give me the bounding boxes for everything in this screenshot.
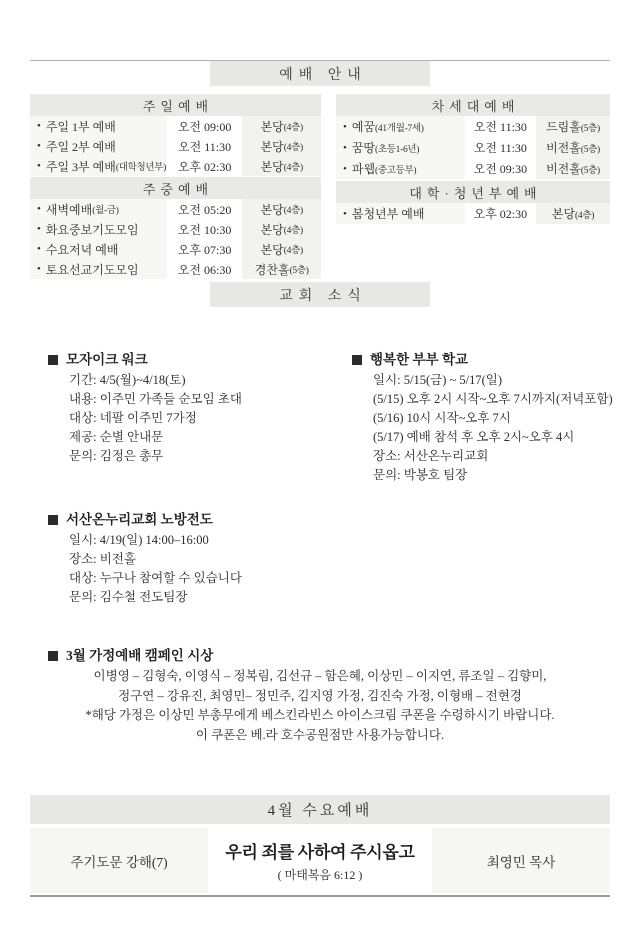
church-news-header (210, 282, 430, 307)
service-time: 오전 10:30 (167, 219, 243, 239)
announcement-title: 서산온누리교회 노방전도 (48, 510, 333, 529)
service-place: 본당 (4층) (242, 136, 321, 156)
service-time: 오전 05:20 (167, 199, 243, 219)
service-name: • 주일 1부 예배 (30, 116, 167, 136)
worship-row (30, 116, 321, 136)
announcement-line: (5/16) 10시 시작~오후 7시 (373, 411, 511, 425)
announcement-lines (48, 371, 333, 466)
service-name: • 새벽예배 (월-금) (30, 199, 167, 219)
wednesday-service-header: 4월 수요예배 (30, 795, 610, 824)
table-nextgen-worship (336, 94, 610, 179)
sermon-series-cell: 주기도문 강해(7) (30, 828, 208, 893)
announcement-lines (48, 531, 333, 607)
wednesday-service-table (30, 828, 610, 893)
table-youth-worship-rows (336, 203, 610, 224)
sermon-cell (208, 828, 432, 893)
announcement-line: 이병영 – 김형숙, 이영식 – 정복림, 김선규 – 함은혜, 이상민 – 이지연, 류조일 – 김향미, (93, 669, 547, 683)
service-place: 비전홀 (5층) (536, 137, 610, 158)
announcement-line: 장소: 비전홀 (69, 552, 136, 566)
worship-row (336, 137, 610, 158)
service-time: 오후 02:30 (465, 203, 536, 224)
sermon-title: 우리 죄를 사하여 주시옵고 (225, 843, 415, 862)
worship-guide-title: 예배 안내 (279, 67, 367, 83)
announcement-line: 문의: 김수철 전도팀장 (69, 590, 188, 604)
worship-row (30, 219, 321, 239)
announcement-couple-school (352, 350, 630, 485)
table-youth-worship-title: 대학·청년부예배 (336, 181, 610, 203)
service-name: • 주일 3부 예배 (대학청년부) (30, 156, 167, 176)
announcement-line: 문의: 김정은 총무 (69, 449, 164, 463)
announcement-title: 행복한 부부 학교 (352, 350, 630, 369)
service-name: • 토요선교기도모임 (30, 259, 167, 279)
bottom-border-line (30, 895, 610, 897)
square-bullet-icon (48, 355, 58, 365)
announcement-line: (5/17) 예배 참석 후 오후 2시~오후 4시 (373, 430, 575, 444)
service-place: 본당 (4층) (536, 203, 610, 224)
service-place: 비전홀 (5층) (536, 158, 610, 179)
service-time: 오전 11:30 (465, 116, 536, 137)
announcement-line: 장소: 서산온누리교회 (373, 449, 489, 463)
announcement-line: 대상: 누구나 참여할 수 있습니다 (69, 571, 242, 585)
announcement-lines (352, 371, 630, 485)
announcement-mosaic-week (48, 350, 333, 466)
announcement-line: 일시: 4/19(일) 14:00–16:00 (69, 533, 209, 547)
service-name: • 꿈땅 (초등1-6년) (336, 137, 465, 158)
service-name: • 봄청년부 예배 (336, 203, 465, 224)
service-place: 드림홀 (5층) (536, 116, 610, 137)
announcement-campaign-awards (30, 646, 610, 745)
service-time: 오전 11:30 (465, 137, 536, 158)
service-place: 경찬홀 (5층) (242, 259, 321, 279)
table-weekday-worship-title: 주중예배 (30, 177, 321, 199)
table-sunday-worship-rows (30, 116, 321, 176)
worship-row (30, 136, 321, 156)
announcement-line: 내용: 이주민 가족들 순모임 초대 (69, 392, 242, 406)
worship-row (336, 116, 610, 137)
announcement-line: 대상: 네팔 이주민 7가정 (69, 411, 197, 425)
announcement-street-evangelism (48, 510, 333, 607)
worship-row (336, 158, 610, 179)
service-time: 오전 09:30 (465, 158, 536, 179)
announcement-line: 문의: 박봉호 팀장 (373, 468, 468, 482)
announcement-line: 일시: 5/15(금) ~ 5/17(일) (373, 373, 503, 387)
worship-row (30, 259, 321, 279)
square-bullet-icon (48, 651, 58, 661)
announcement-line: 이 쿠폰은 베.라 호수공원점만 사용가능합니다. (195, 727, 445, 742)
service-time: 오전 06:30 (167, 259, 243, 279)
worship-row (30, 239, 321, 259)
table-nextgen-worship-title: 차세대예배 (336, 94, 610, 116)
service-name: • 주일 2부 예배 (30, 136, 167, 156)
service-name: • 파웹 (중고등부) (336, 158, 465, 179)
announcement-title: 모자이크 워크 (48, 350, 333, 369)
announcement-line: (5/15) 오후 2시 시작~오후 7시까지(저녁포함) (373, 392, 613, 406)
service-time: 오전 11:30 (167, 136, 243, 156)
service-place: 본당 (4층) (242, 239, 321, 259)
table-weekday-worship (30, 177, 321, 279)
worship-row (30, 199, 321, 219)
square-bullet-icon (352, 355, 362, 365)
announcement-line: 정구연 – 강유진, 최영민– 정민주, 김지영 가정, 김진숙 가정, 이형배 – 전현경 (118, 688, 522, 703)
announcement-line: *해당 가정은 이상민 부총무에게 베스킨라빈스 아이스크림 쿠폰을 수령하시기 바랍니다. (85, 708, 555, 722)
worship-row (30, 156, 321, 176)
table-youth-worship (336, 181, 610, 224)
announcement-line: 기간: 4/5(월)~4/18(토) (69, 373, 186, 387)
service-time: 오전 09:00 (167, 116, 243, 136)
service-place: 본당 (4층) (242, 199, 321, 219)
worship-guide-header (210, 61, 430, 86)
worship-row (336, 203, 610, 224)
sermon-scripture: ( 마태복음 6:12 ) (277, 868, 363, 882)
service-place: 본당 (4층) (242, 219, 321, 239)
table-sunday-worship-title: 주일예배 (30, 94, 321, 116)
square-bullet-icon (48, 515, 58, 525)
service-place: 본당 (4층) (242, 156, 321, 176)
service-place: 본당 (4층) (242, 116, 321, 136)
table-nextgen-worship-rows (336, 116, 610, 179)
announcement-title: 3월 가정예배 캠페인 시상 (48, 646, 610, 665)
announcement-lines (30, 667, 610, 745)
service-name: • 화요중보기도모임 (30, 219, 167, 239)
service-time: 오후 02:30 (167, 156, 243, 176)
announcement-line: 제공: 순별 안내문 (69, 430, 164, 444)
service-name: • 예꿈 (41개월-7세) (336, 116, 465, 137)
table-sunday-worship (30, 94, 321, 176)
preacher-cell: 최영민 목사 (432, 828, 610, 893)
church-news-title: 교회 소식 (279, 288, 367, 304)
service-time: 오후 07:30 (167, 239, 243, 259)
table-weekday-worship-rows (30, 199, 321, 279)
service-name: • 수요저녁 예배 (30, 239, 167, 259)
